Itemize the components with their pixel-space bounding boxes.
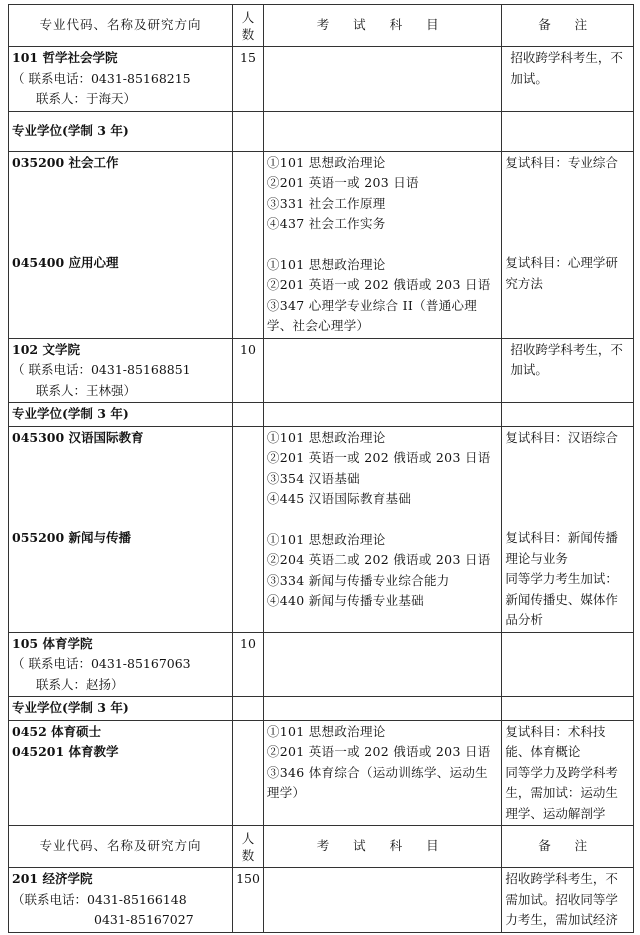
table-row [9,632,634,697]
school-name: 101 哲学社会学院 [12,50,118,65]
header-count-bottom: 数 [241,847,255,863]
header-count-top: 人 [241,830,255,846]
school-contact: 联系人：王林强） [36,382,137,398]
note: 招收跨学科考生，不加试。 [502,338,634,403]
school-name: 201 经济学院 [12,871,93,886]
table-header-row [9,5,634,47]
school-phone: （ 联系电话：0431-85167063 [12,656,191,671]
header-notes: 备 注 [502,826,634,868]
exam-subject: ①101 思想政治理论 [266,723,386,739]
school-phone: （ 联系电话：0431-85168851 [12,362,191,377]
school-phone: （联系电话：0431-85166148 [12,891,187,907]
program-name: 0452 体育硕士 [12,723,102,739]
exam-subject: ④445 汉语国际教育基础 [266,491,412,506]
exam-subject: ①101 思想政治理论 [266,429,386,445]
exam-subject: ①101 思想政治理论 [266,154,386,170]
exam-subject: ①101 思想政治理论 [266,256,386,272]
exam-subject: ④440 新闻与传播专业基础 [266,593,424,608]
degree-label: 专业学位(学制 3 年) [9,111,233,151]
count: 10 [233,632,264,697]
school-contact: 联系人：赵扬） [36,676,124,692]
program-name: 055200 新闻与传播 [12,530,132,545]
count: 15 [233,47,264,112]
table-row [9,47,634,112]
program-name: 035200 社会工作 [12,154,119,170]
table-header-row [9,826,634,868]
exam-subject: ②201 英语一或 203 日语 [266,175,419,190]
exam-subject: ④437 社会工作实务 [266,216,386,231]
degree-label: 专业学位(学制 3 年) [9,697,233,721]
exam-subject: ③354 汉语基础 [266,470,360,486]
header-exam: 考 试 科 目 [263,5,501,47]
header-program: 专业代码、名称及研究方向 [9,5,233,47]
count: 150 [233,868,264,933]
exam-subject: ③334 新闻与传播专业综合能力 [266,572,450,588]
school-name: 102 文学院 [12,341,80,357]
note: 招收跨学科考生，不加试。 [502,47,634,112]
program-name: 045400 应用心理 [12,255,119,270]
exam-subject: ②201 英语一或 202 俄语或 203 日语 [266,744,491,759]
exam-subject: ②201 英语一或 202 俄语或 203 日语 [266,277,491,292]
note: 复试科目：新闻传播理论与业务 [505,530,618,566]
header-count-bottom: 数 [241,26,255,42]
note: 同等学力考生加试：新闻传播史、媒体作品分析 [505,571,618,627]
school-phone-2: 0431-85167027 [94,912,194,927]
exam-subject: ②201 英语一或 202 俄语或 203 日语 [266,450,491,465]
program-name: 045201 体育教学 [12,744,119,759]
table-row [9,697,634,721]
school-contact: 联系人：于海天） [36,91,137,106]
count: 10 [233,338,264,403]
degree-label: 专业学位(学制 3 年) [9,403,233,427]
admissions-table [8,4,634,933]
note: 招收跨学科考生，不需加试。招收同等学力考生，需加试经济 [502,868,634,933]
header-program: 专业代码、名称及研究方向 [9,826,233,868]
table-row [9,338,634,403]
exam-subject: ③347 心理学专业综合 II（普通心理学、社会心理学） [266,297,478,333]
exam-subject: ③346 体育综合（运动训练学、运动生理学） [266,764,488,800]
note: 复试科目：术科技能、体育概论 [505,723,606,759]
program-name: 045300 汉语国际教育 [12,429,144,445]
header-count [233,5,264,47]
table-row [9,426,634,632]
school-phone: （ 联系电话：0431-85168215 [12,70,191,86]
table-row [9,403,634,427]
header-exam: 考 试 科 目 [263,826,501,868]
table-row [9,111,634,151]
table-row [9,151,634,338]
header-notes: 备 注 [502,5,634,47]
school-name: 105 体育学院 [12,635,93,651]
table-row [9,720,634,826]
note: 复试科目：专业综合 [505,154,618,170]
note: 复试科目：心理学研究方法 [505,255,618,291]
header-count [233,826,264,868]
note: 复试科目：汉语综合 [505,429,618,445]
header-count-top: 人 [241,9,255,25]
exam-subject: ②204 英语二或 202 俄语或 203 日语 [266,552,491,567]
note: 同等学力及跨学科考生，需加试：运动生理学、运动解剖学 [505,764,618,821]
exam-subject: ①101 思想政治理论 [266,531,386,547]
table-row [9,868,634,933]
exam-subject: ③331 社会工作原理 [266,195,386,211]
